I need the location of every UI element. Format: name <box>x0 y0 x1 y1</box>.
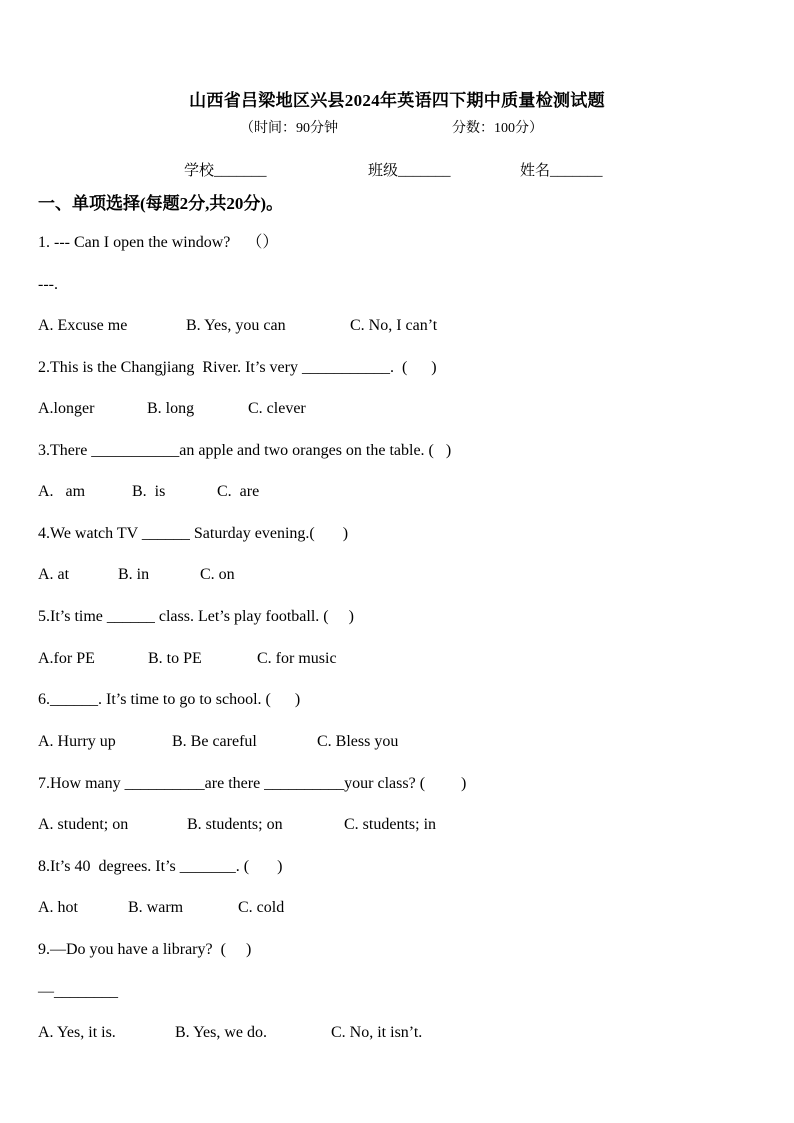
option-b: B. to PE <box>148 650 202 667</box>
section-title: 一、单项选择(每题2分,共20分)。 <box>38 194 284 213</box>
class-field: 班级_______ <box>368 163 451 179</box>
option-b: B. long <box>147 400 195 417</box>
question-stem: 4.We watch TV ______ Saturday evening.( ) <box>38 525 349 542</box>
answer-line: ---. <box>38 276 58 293</box>
question-stem: 5.It’s time ______ class. Let’s play football. ( ) <box>38 608 354 625</box>
option-b: B. Be careful <box>172 733 257 750</box>
option-c: C. Bless you <box>317 733 399 750</box>
option-b: B. is <box>132 483 166 500</box>
page-title: 山西省吕梁地区兴县2024年英语四下期中质量检测试题 <box>189 91 605 110</box>
option-c: C. for music <box>257 650 337 667</box>
option-b: B. in <box>118 566 150 583</box>
question-stem: 1. --- Can I open the window? （） <box>38 234 279 251</box>
question-stem: 3.There ___________an apple and two oranges on the table. ( ) <box>38 442 452 459</box>
option-b: B. students; on <box>187 816 283 833</box>
option-c: C. are <box>217 483 260 500</box>
exam-time: （时间：90分钟 <box>240 121 338 136</box>
option-a: A. Hurry up <box>38 733 116 750</box>
option-b: B. warm <box>128 899 184 916</box>
option-c: C. No, it isn’t. <box>331 1024 423 1041</box>
option-c: C. students; in <box>344 816 437 833</box>
question-stem: 8.It’s 40 degrees. It’s _______. ( ) <box>38 858 283 875</box>
question-stem: 9.—Do you have a library? ( ) <box>38 941 252 958</box>
question-stem: 6.______. It’s time to go to school. ( ) <box>38 691 301 708</box>
option-c: C. No, I can’t <box>350 317 438 334</box>
option-c: C. on <box>200 566 235 583</box>
option-c: C. clever <box>248 400 306 417</box>
answer-line: —________ <box>38 983 118 1000</box>
name-field: 姓名_______ <box>520 163 603 179</box>
question-stem: 2.This is the Changjiang River. It’s very ___________. ( ) <box>38 359 437 376</box>
option-a: A. student; on <box>38 816 129 833</box>
option-a: A.for PE <box>38 650 95 667</box>
option-a: A. am <box>38 483 86 500</box>
option-c: C. cold <box>238 899 285 916</box>
option-b: B. Yes, you can <box>186 317 286 334</box>
question-stem: 7.How many __________are there __________your class? ( ) <box>38 775 467 792</box>
option-a: A. Excuse me <box>38 317 128 334</box>
option-a: A. Yes, it is. <box>38 1024 116 1041</box>
option-a: A. hot <box>38 899 78 916</box>
exam-score: 分数：100分） <box>452 121 543 136</box>
school-field: 学校_______ <box>184 163 267 179</box>
option-b: B. Yes, we do. <box>175 1024 268 1041</box>
option-a: A. at <box>38 566 70 583</box>
option-a: A.longer <box>38 400 95 417</box>
